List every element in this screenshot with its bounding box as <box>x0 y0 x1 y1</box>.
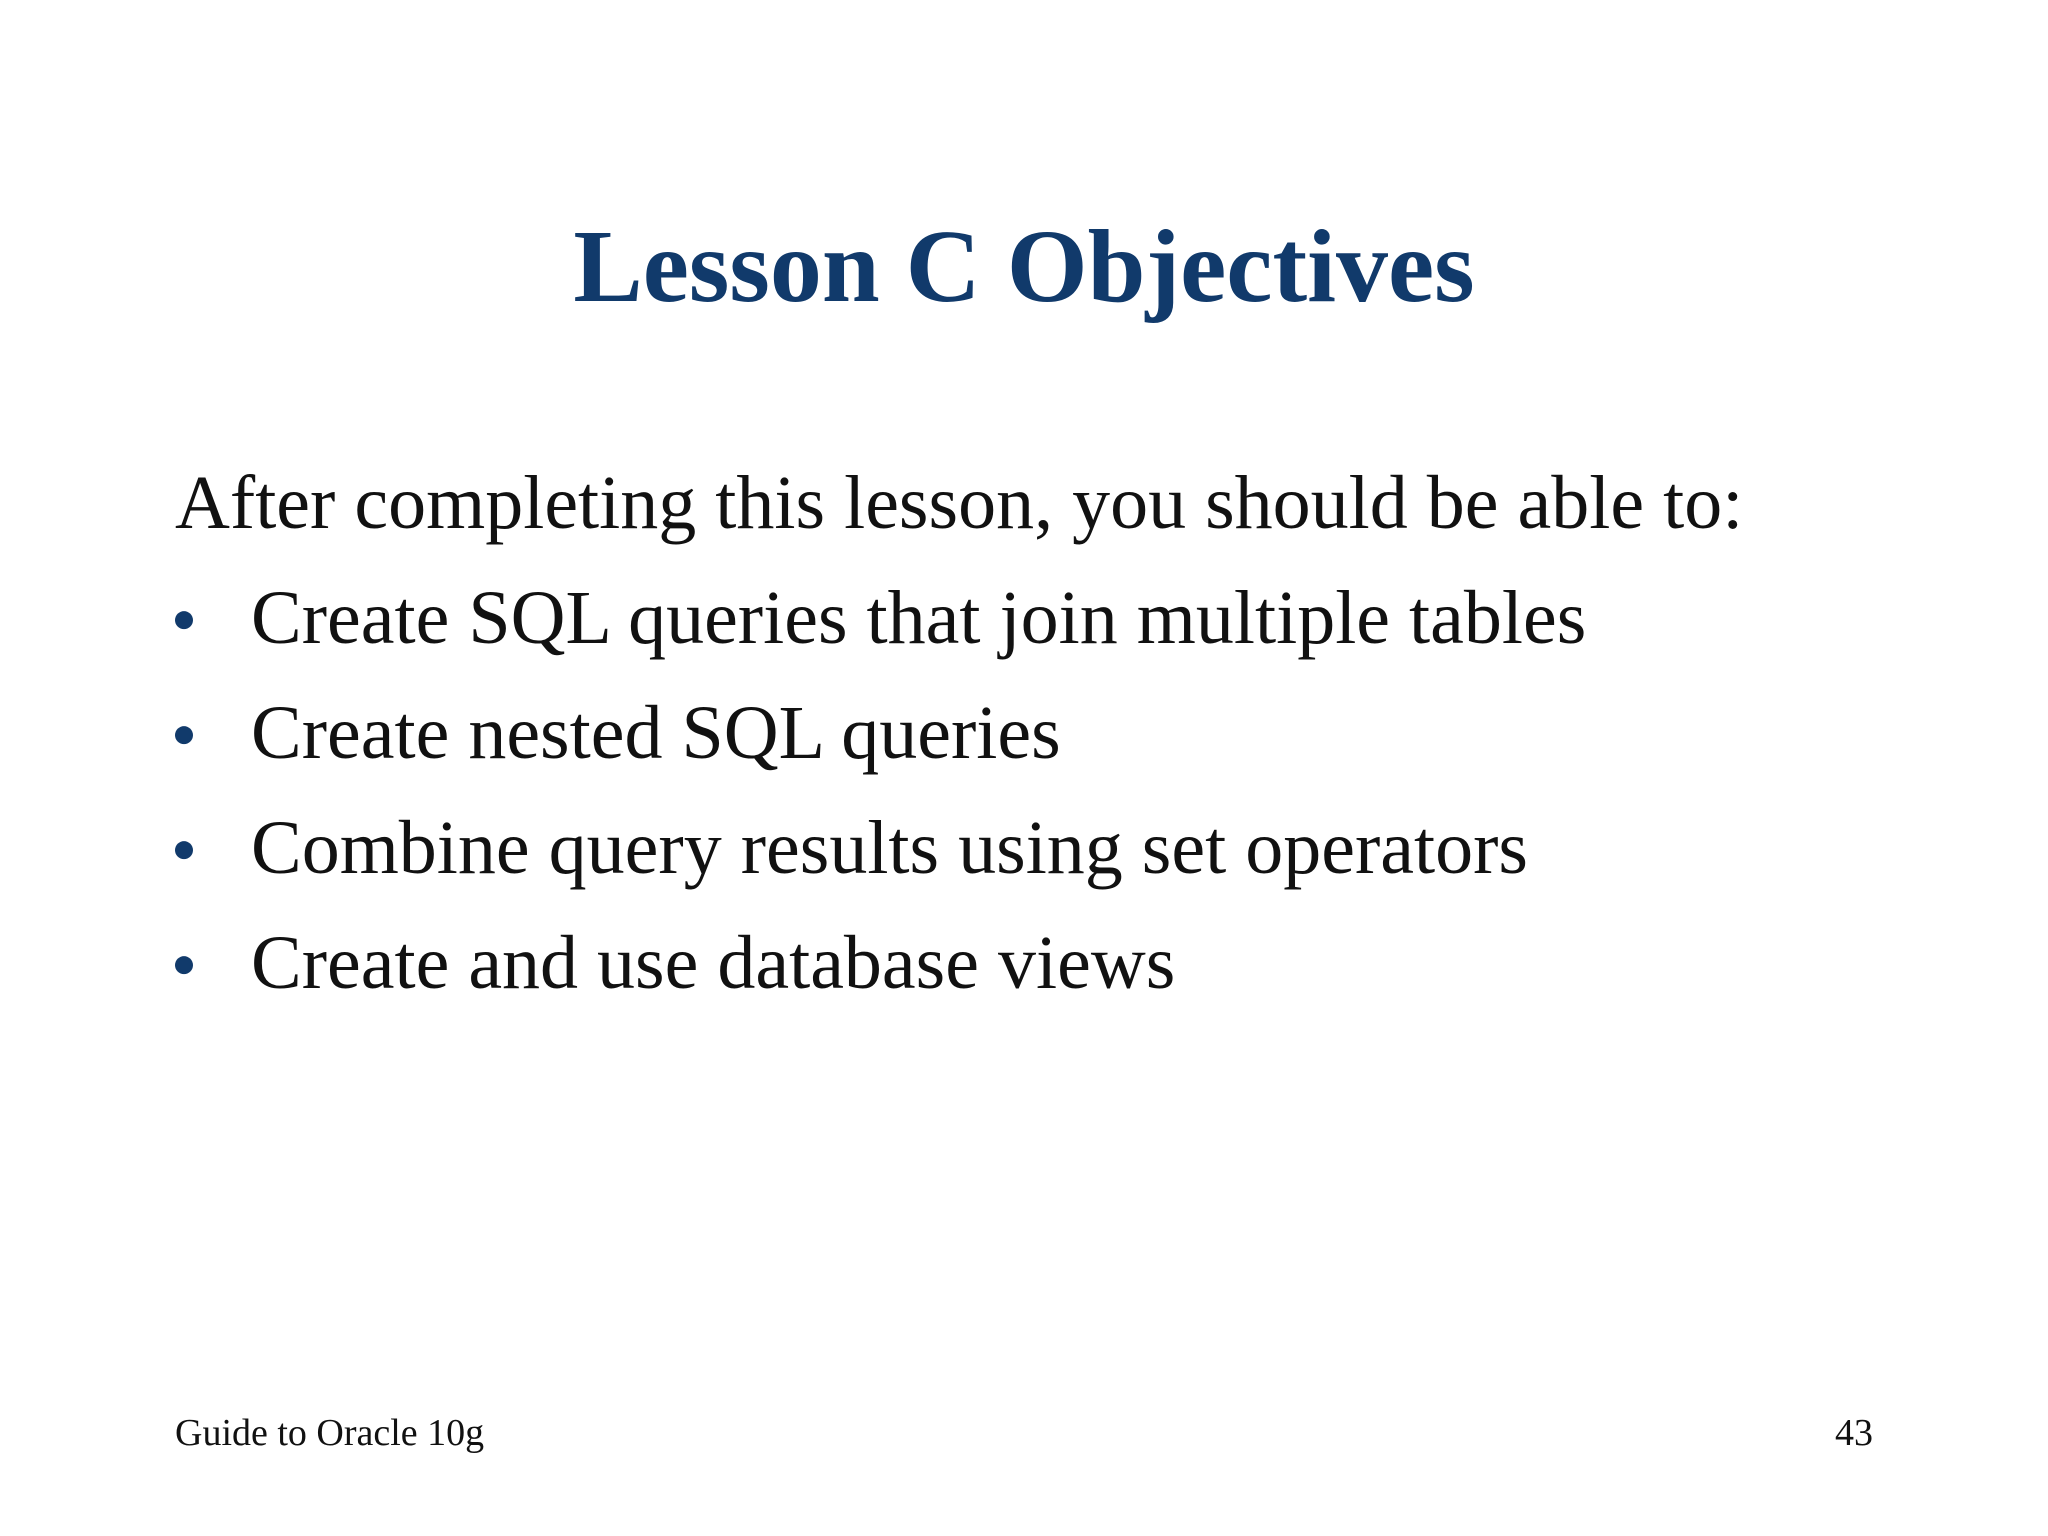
bullet-icon <box>175 841 193 859</box>
objective-text: Create SQL queries that join multiple tables <box>251 576 1587 660</box>
objective-item <box>175 921 1955 1005</box>
objective-text: Create nested SQL queries <box>251 691 1061 775</box>
slide-title: Lesson C Objectives <box>573 209 1475 324</box>
intro-text: After completing this lesson, you should be able to: <box>175 461 1744 545</box>
objective-item <box>175 691 1955 775</box>
bullet-icon <box>175 726 193 744</box>
page-number: 43 <box>1835 1412 1873 1454</box>
bullet-icon <box>175 956 193 974</box>
footer-source: Guide to Oracle 10g <box>175 1412 485 1454</box>
objective-text: Combine query results using set operators <box>251 806 1529 890</box>
bullet-icon <box>175 611 193 629</box>
objective-text: Create and use database views <box>251 921 1176 1005</box>
objectives-list <box>175 576 1955 1005</box>
objective-item <box>175 806 1955 890</box>
slide-body <box>175 461 1955 1005</box>
objective-item <box>175 576 1955 660</box>
